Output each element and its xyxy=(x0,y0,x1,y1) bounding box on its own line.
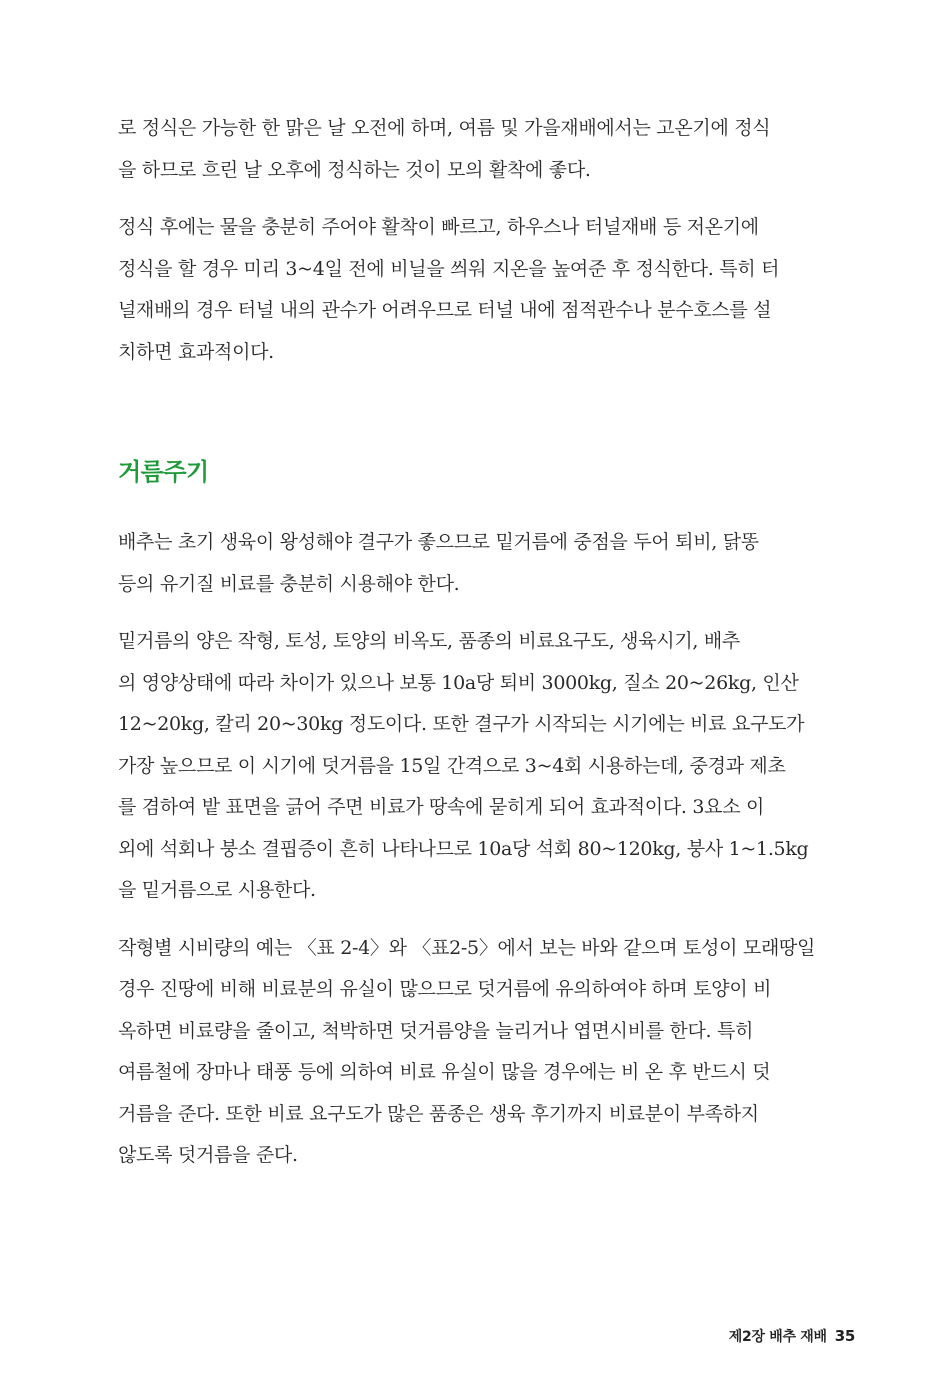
text-line: 의 영양상태에 따라 차이가 있으나 보통 10a당 퇴비 3000kg, 질소 20~26kg, 인산 xyxy=(118,671,799,694)
page-number: 35 xyxy=(834,1327,855,1345)
text-line: 을 밑거름으로 시용한다. xyxy=(118,879,316,901)
paragraph xyxy=(118,928,830,1177)
text-line: 을 하므로 흐린 날 오후에 정식하는 것이 모의 활착에 좋다. xyxy=(118,158,591,181)
text-line: 등의 유기질 비료를 충분히 시용해야 한다. xyxy=(118,572,460,595)
text-line: 로 정식은 가능한 한 맑은 날 오전에 하며, 여름 및 가을재배에서는 고온기에 정식 xyxy=(118,117,771,139)
paragraph xyxy=(118,108,830,191)
text-line: 치하면 효과적이다. xyxy=(118,340,274,363)
text-line: 정식을 할 경우 미리 3~4일 전에 비닐을 씌워 지온을 높여준 후 정식한다. 특히 터 xyxy=(118,257,780,280)
text-line: 배추는 초기 생육이 왕성해야 결구가 좋으므로 밑거름에 중점을 두어 퇴비, 닭똥 xyxy=(118,531,759,553)
text-line: 가장 높으므로 이 시기에 덧거름을 15일 간격으로 3~4회 시용하는데, 중경과 제초 xyxy=(118,754,786,777)
text-line: 작형별 시비량의 예는 〈표 2-4〉와 〈표2-5〉에서 보는 바와 같으며 토성이 모래땅일 xyxy=(118,936,816,959)
text-line: 여름철에 장마나 태풍 등에 의하여 비료 유실이 많을 경우에는 비 온 후 반드시 덧 xyxy=(118,1061,771,1083)
text-line: 를 겸하여 밭 표면을 긁어 주면 비료가 땅속에 묻히게 되어 효과적이다. 3요소 이 xyxy=(118,796,765,818)
text-line: 거름을 준다. 또한 비료 요구도가 많은 품종은 생육 후기까지 비료분이 부족하지 xyxy=(118,1102,759,1125)
chapter-title: 제2장 배추 재배 xyxy=(728,1329,827,1345)
text-line: 경우 진땅에 비해 비료분의 유실이 많으므로 덧거름에 유의하여야 하며 토양이 비 xyxy=(118,978,772,1000)
text-line: 밑거름의 양은 작형, 토성, 토양의 비옥도, 품종의 비료요구도, 생육시기, 배추 xyxy=(118,630,740,652)
text-line: 외에 석회나 붕소 결핍증이 흔히 나타나므로 10a당 석회 80~120kg, 붕사 1~1.5kg xyxy=(118,837,809,860)
text-line: 정식 후에는 물을 충분히 주어야 활착이 빠르고, 하우스나 터널재배 등 저온기에 xyxy=(118,216,759,238)
text-line: 않도록 덧거름을 준다. xyxy=(118,1144,298,1166)
text-line: 옥하면 비료량을 줄이고, 척박하면 덧거름양을 늘리거나 엽면시비를 한다. 특히 xyxy=(118,1019,754,1042)
paragraph xyxy=(118,207,830,373)
paragraph xyxy=(118,621,830,912)
text-line: 12~20kg, 칼리 20~30kg 정도이다. 또한 결구가 시작되는 시기에는 비료 요구도가 xyxy=(118,713,805,735)
paragraph xyxy=(118,522,830,605)
section-heading: 거름주기 xyxy=(118,458,209,486)
page-content xyxy=(118,108,830,1193)
page-footer xyxy=(729,1326,855,1346)
text-line: 널재배의 경우 터널 내의 관수가 어려우므로 터널 내에 점적관수나 분수호스를 설 xyxy=(118,299,772,321)
